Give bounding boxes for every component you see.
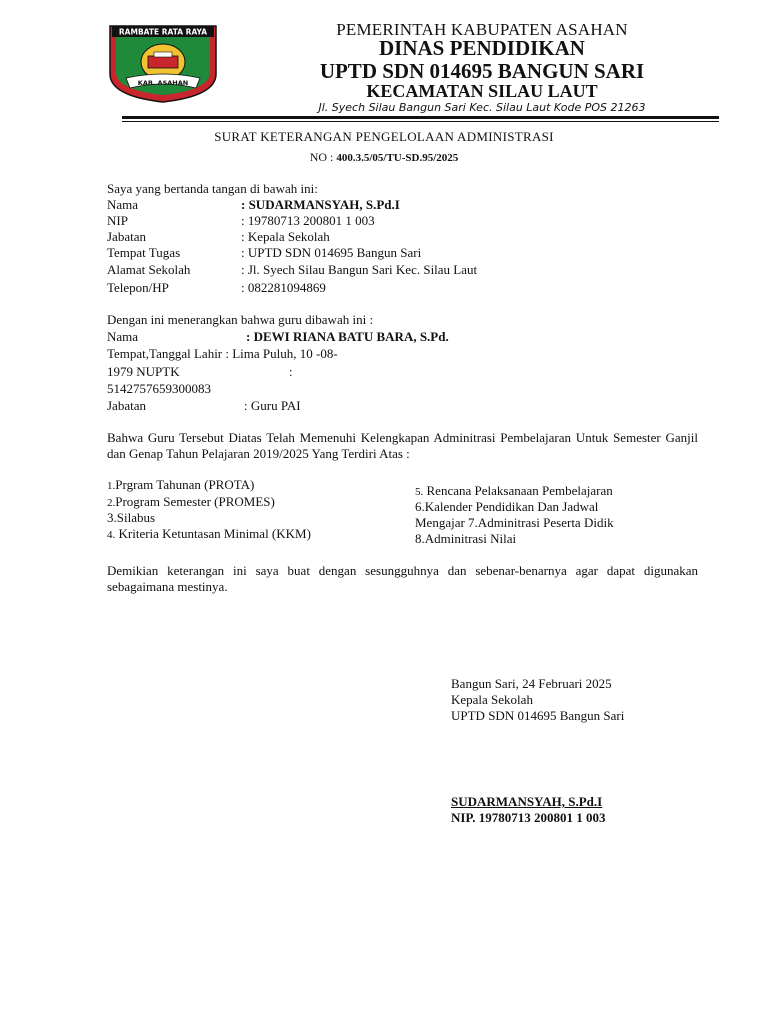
teacher-nuptk-value: 5142757659300083: [107, 381, 211, 396]
district-logo-icon: [104, 22, 222, 104]
signer-field-value: : Jl. Syech Silau Bangun Sari Kec. Silau Laut: [241, 262, 478, 277]
teacher-name-value: : DEWI RIANA BATU BARA, S.Pd.: [246, 329, 449, 344]
signer-field-label: Telepon/HP: [107, 280, 169, 295]
intro-text: Saya yang bertanda tangan di bawah ini:: [107, 181, 318, 196]
signer-field-value: : 19780713 200801 1 003: [241, 213, 375, 228]
list-item: 4. Kriteria Ketuntasan Minimal (KKM): [107, 526, 311, 541]
letterhead-agency: DINAS PENDIDIKAN: [379, 36, 585, 60]
closing-paragraph: Demikian keterangan ini saya buat dengan sesungguhnya dan sebenar-benarnya agar dapat digunakan sebagaimana mestinya.: [107, 563, 698, 594]
signature-school: UPTD SDN 014695 Bangun Sari: [451, 708, 625, 723]
letterhead-divider-thin: [122, 121, 719, 122]
signature-position: Kepala Sekolah: [451, 692, 533, 707]
letterhead-district: KECAMATAN SILAU LAUT: [366, 81, 598, 101]
list-item: Mengajar 7.Adminitrasi Peserta Didik: [415, 515, 614, 530]
teacher-jabatan-value: : Guru PAI: [244, 398, 301, 413]
signer-field-label: NIP: [107, 213, 128, 228]
list-item: 2.Program Semester (PROMES): [107, 494, 275, 509]
signer-field-value: : 082281094869: [241, 280, 326, 295]
teacher-jabatan-label: Jabatan: [107, 398, 146, 413]
signature-nip: NIP. 19780713 200801 1 003: [451, 810, 606, 825]
teacher-intro-text: Dengan ini menerangkan bahwa guru dibawah ini :: [107, 312, 374, 327]
signer-field-label: Jabatan: [107, 229, 146, 244]
signature-place-date: Bangun Sari, 24 Februari 2025: [451, 676, 612, 691]
signer-field-value: : SUDARMANSYAH, S.Pd.I: [241, 197, 400, 212]
signer-field-label: Tempat Tugas: [107, 245, 181, 260]
document-title: SURAT KETERANGAN PENGELOLAAN ADMINISTRASI: [214, 129, 554, 144]
list-item: 5. Rencana Pelaksanaan Pembelajaran: [415, 483, 613, 498]
letterhead-address: Jl. Syech Silau Bangun Sari Kec. Silau Laut Kode POS 21263: [318, 101, 646, 114]
letterhead-government: PEMERINTAH KABUPATEN ASAHAN: [336, 20, 628, 39]
teacher-name-label: Nama: [107, 329, 139, 344]
list-item: 3.Silabus: [107, 510, 156, 525]
document-number: [0, 150, 768, 165]
list-item: 6.Kalender Pendidikan Dan Jadwal: [415, 499, 599, 514]
teacher-year-nuptk: 1979 NUPTK: [107, 364, 180, 379]
letterhead-school: UPTD SDN 014695 BANGUN SARI: [319, 59, 645, 83]
logo-banner-bottom-text: KAB. ASAHAN: [137, 79, 189, 87]
letterhead-divider-thick: [122, 116, 719, 119]
logo-banner-top-text: RAMBATE RATA RAYA: [118, 27, 208, 37]
list-item: 8.Adminitrasi Nilai: [415, 531, 517, 546]
document-number-value: 400.3.5/05/TU-SD.95/2025: [336, 152, 459, 164]
signer-field-value: : UPTD SDN 014695 Bangun Sari: [241, 245, 422, 260]
teacher-birth-line: Tempat,Tanggal Lahir : Lima Puluh, 10 -08-: [107, 346, 338, 361]
document-number-prefix: NO :: [309, 150, 337, 164]
list-item: 1.Prgram Tahunan (PROTA): [107, 477, 255, 492]
signer-field-label: Alamat Sekolah: [107, 262, 191, 277]
signer-field-value: : Kepala Sekolah: [241, 229, 330, 244]
signer-field-label: Nama: [107, 197, 139, 212]
signature-name: SUDARMANSYAH, S.Pd.I: [451, 794, 603, 809]
teacher-nuptk-colon: :: [289, 364, 293, 379]
statement-paragraph: Bahwa Guru Tersebut Diatas Telah Memenuhi Kelengkapan Adminitrasi Pembelajaran Untuk Semester Ganjil dan Genap Tahun Pelajaran 2019/2025 Yang Terdiri Atas :: [107, 430, 698, 461]
